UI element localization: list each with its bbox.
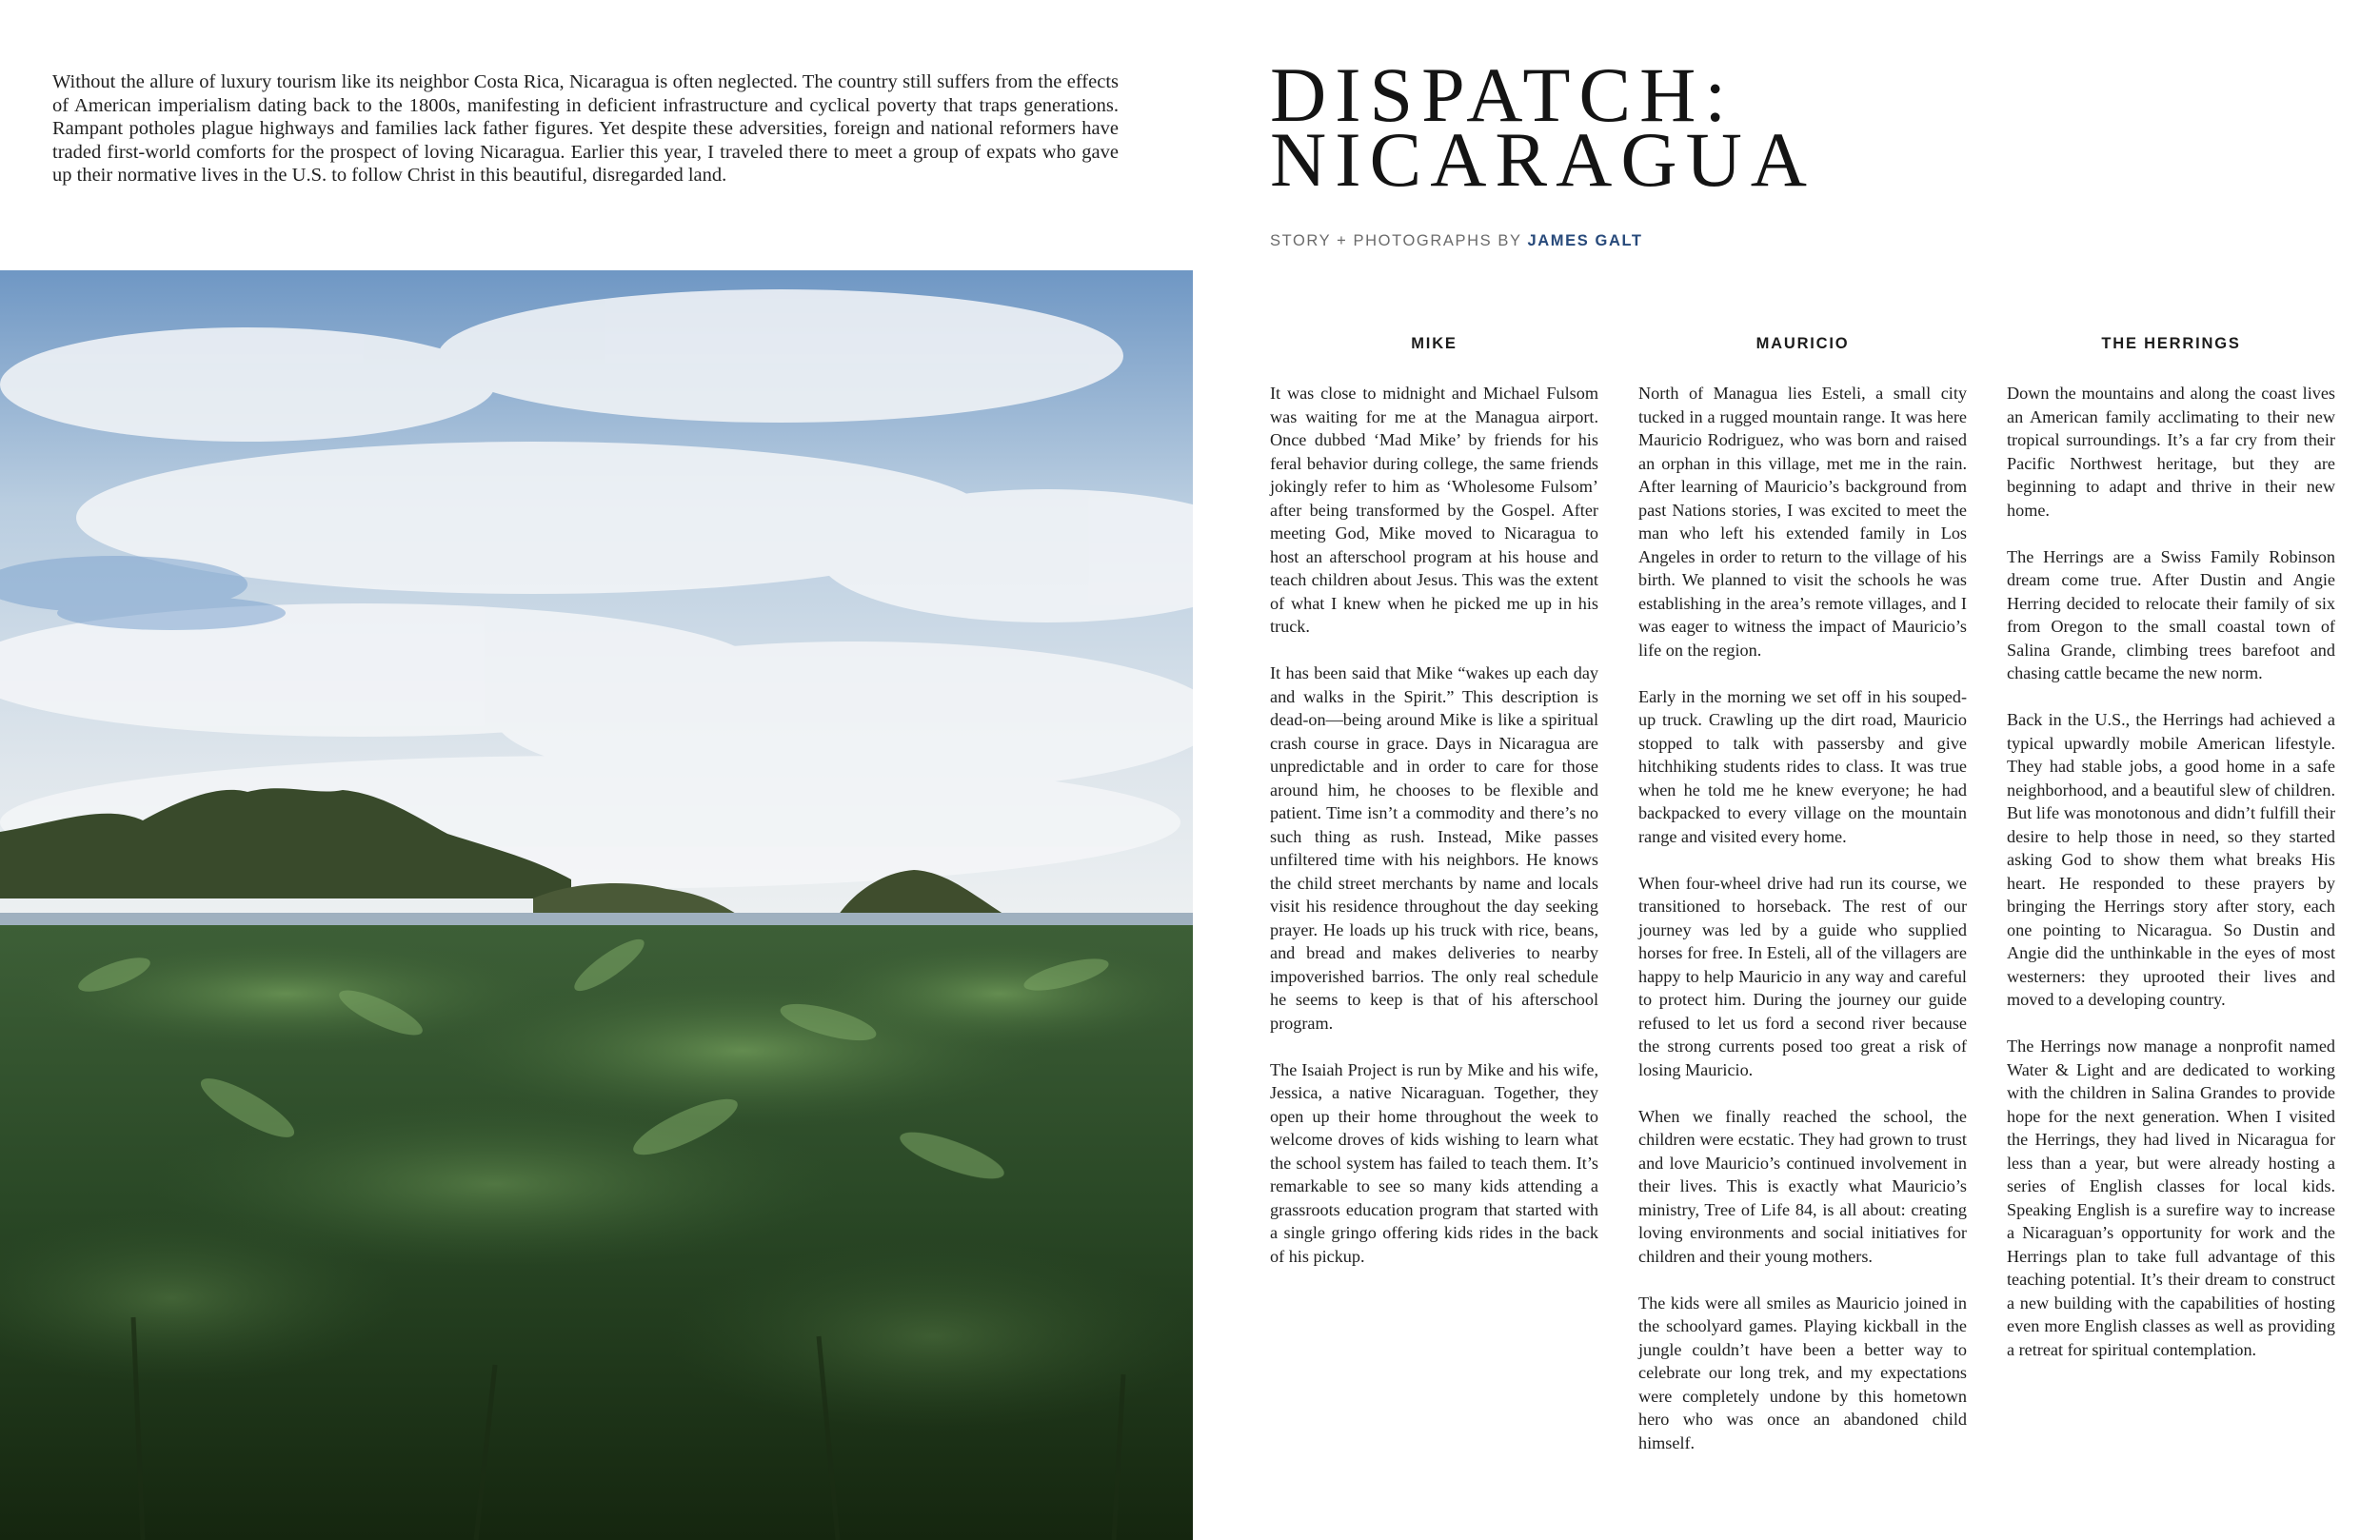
landscape-photo: [0, 270, 1193, 1540]
column-heading: THE HERRINGS: [2101, 335, 2241, 352]
paragraph: Back in the U.S., the Herrings had achieved a typical upwardly mobile American lifestyle. They had stable jobs, a good home in a safe neighborhood, and a beautiful slew of children. But life was monotonous and didn’t fulfill their desire to help those in need, so they started asking God to show them what breaks His heart. He responded to these prayers by bringing the Herrings story after story, each one pointing to Nicaragua. So Dustin and Angie did the unthinkable in the eyes of most westerners: they uprooted their lives and moved to a developing country.: [2007, 710, 2335, 1009]
paragraph: The Herrings now manage a nonprofit named Water & Light and are dedicated to working with the children in Salina Grandes to provide hope for the next generation. When I visited the Herrings, they had lived in Nicaragua for less than a year, but were already hosting a series of English classes for local kids. Speaking English is a surefire way to increase a Nicaraguan’s opportunity for work and the Herrings plan to take full advantage of this teaching potential. It’s their dream to construct a new building with the capabilities of hosting even more English classes as well as providing a retreat for spiritual contemplation.: [2007, 1037, 2335, 1359]
page-title: [1270, 51, 1815, 203]
byline: [1270, 232, 1643, 250]
intro-paragraph: Without the allure of luxury tourism like its neighbor Costa Rica, Nicaragua is often neglected. The country still suffers from the effects of American imperialism dating back to the 1800s, manifesting in deficient infrastructure and cyclical poverty that traps generations. Rampant potholes plague highways and families lack father figures. Yet despite these adversities, foreign and national reformers have traded first-world comforts for the prospect of loving Nicaragua. Earlier this year, I traveled there to meet a group of expats who gave up their normative lives in the U.S. to follow Christ in this beautiful, disregarded land.: [52, 71, 1119, 187]
byline-prefix: STORY + PHOTOGRAPHS BY: [1270, 232, 1522, 249]
paragraph: The Isaiah Project is run by Mike and his wife, Jessica, a native Nicaraguan. Together, they open up their home throughout the week to welcome droves of kids wishing to learn what the school system has failed to teach them. It’s remarkable to see so many kids attending a grassroots education program that started with a single gringo offering kids rides in the back of his pickup.: [1270, 1059, 1598, 1266]
column-mike: [1270, 335, 1598, 1292]
paragraph: When we finally reached the school, the children were ecstatic. They had grown to trust and love Mauricio’s continued involvement in their lives. This is exactly what Mauricio’s ministry, Tree of Life 84, is all about: creating loving environments and social initiatives for children and their young mothers.: [1638, 1106, 1967, 1266]
paragraph: It has been said that Mike “wakes up each day and walks in the Spirit.” This description is dead-on—being around Mike is like a spiritual crash course in grace. Days in Nicaragua are unpredictable and in order to care for those around him, he chooses to be flexible and patient. Time isn’t a commodity and there’s no such thing as rush. Instead, Mike passes unfiltered time with his neighbors. He knows the child street merchants by name and locals visit his residence throughout the day seeking prayer. He loads up his truck with rice, beans, and bread and makes deliveries to nearby impoverished barrios. The only real schedule he seems to keep is that of his afterschool program.: [1270, 663, 1598, 1033]
title-line-2: NICARAGUA: [1270, 116, 1815, 203]
column-mauricio: [1638, 335, 1967, 1478]
lake: [0, 913, 1193, 926]
column-the-herrings: [2007, 335, 2335, 1385]
paragraph: It was close to midnight and Michael Fulsom was waiting for me at the Managua airport. Once dubbed ‘Mad Mike’ by friends for his feral behavior during college, the same friends jokingly refer to him as ‘Wholesome Fulsom’ after being transformed by the Gospel. After meeting God, Mike moved to Nicaragua to host an afterschool program at his house and teach children about Jesus. This was the extent of what I knew when he picked me up in his truck.: [1270, 384, 1598, 636]
column-heading: MAURICIO: [1755, 335, 1850, 352]
paragraph: Early in the morning we set off in his souped-up truck. Crawling up the dirt road, Mauricio stopped to talk with passersby and give hitchhiking students rides to class. It was true when he told me he knew everyone; he had backpacked to every village on the mountain range and visited every home.: [1638, 686, 1967, 846]
paragraph: North of Managua lies Esteli, a small city tucked in a rugged mountain range. It was here Mauricio Rodriguez, who was born and raised an orphan in this village, met me in the rain. After learning of Mauricio’s background from past Nations stories, I was excited to meet the man who left his extended family in Los Angeles in order to return to the village of his birth. We planned to visit the schools he was establishing in the area’s remote villages, and I was eager to witness the impact of Mauricio’s life on the region.: [1638, 384, 1967, 660]
byline-author: JAMES GALT: [1527, 232, 1643, 249]
title-line-1: DISPATCH:: [1270, 51, 1735, 138]
paragraph: The kids were all smiles as Mauricio joined in the schoolyard games. Playing kickball in the jungle couldn’t have been a better way to celebrate our long trek, and my expectations were completely undone by this hometown hero who was once an abandoned child himself.: [1638, 1293, 1967, 1452]
column-heading: MIKE: [1411, 335, 1458, 352]
landscape-illustration: [0, 270, 1193, 1540]
paragraph: Down the mountains and along the coast lives an American family acclimating to their new tropical surroundings. It’s a far cry from their Pacific Northwest heritage, but they are beginning to adapt and thrive in their new home.: [2007, 384, 2335, 520]
paragraph: When four-wheel drive had run its course, we transitioned to horseback. The rest of our journey was led by a guide who supplied horses for free. In Esteli, all of the villagers are happy to help Mauricio in any way and careful to protect him. During the journey our guide refused to let us ford a second river because the strong currents posed too great a risk of losing Mauricio.: [1638, 873, 1967, 1079]
paragraph: The Herrings are a Swiss Family Robinson dream come true. After Dustin and Angie Herring decided to relocate their family of six from Oregon to the small coastal town of Salina Grande, climbing trees barefoot and chasing cattle became the new norm.: [2007, 546, 2335, 682]
